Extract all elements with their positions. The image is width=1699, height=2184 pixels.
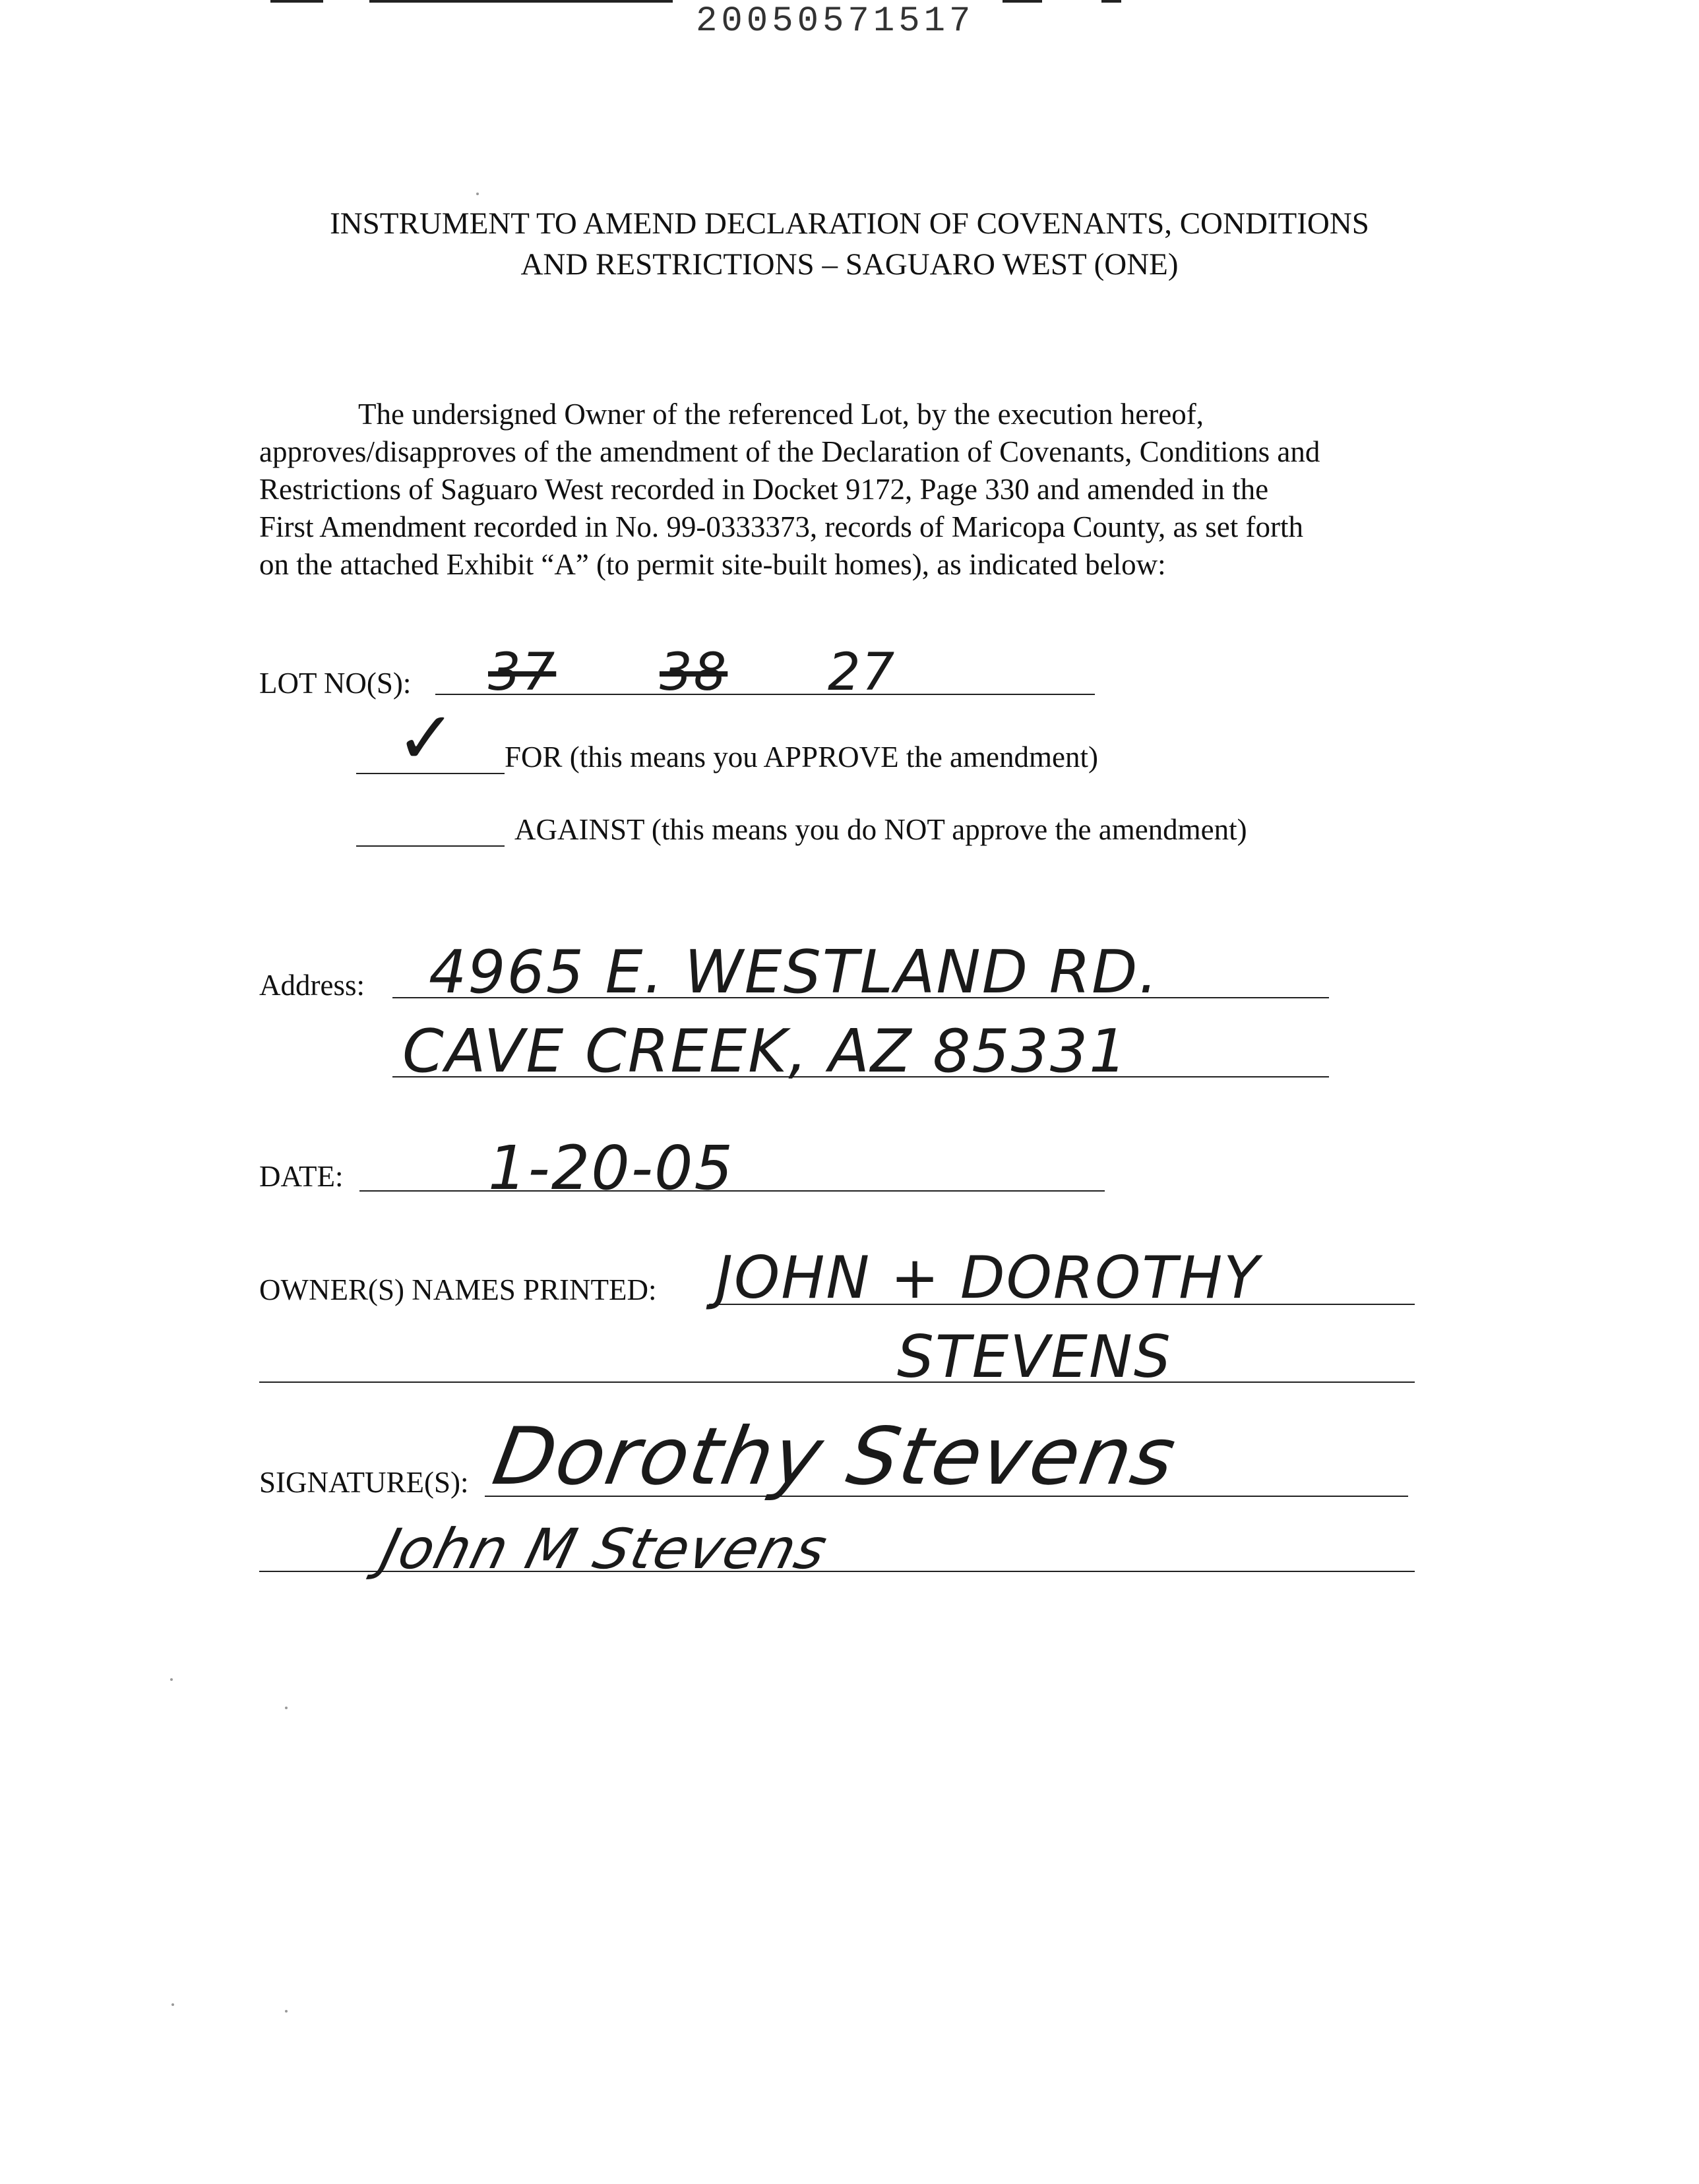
body-line: Restrictions of Saguaro West recorded in Docket 9172, Page 330 and amended in the xyxy=(259,473,1269,506)
scan-speck xyxy=(285,1707,288,1709)
signature-label: SIGNATURE(S): xyxy=(259,1466,469,1499)
lot-crossed-out-1: 37 xyxy=(488,643,557,702)
owners-line-2: STEVENS xyxy=(897,1323,1172,1391)
owners-line-1: JOHN + DOROTHY xyxy=(716,1244,1261,1312)
for-option-text: FOR (this means you APPROVE the amendment) xyxy=(505,741,1098,774)
against-blank-line xyxy=(356,845,505,847)
lot-crossed-out-2: 38 xyxy=(660,643,728,702)
top-edge-mark xyxy=(1003,0,1042,3)
date-label: DATE: xyxy=(259,1160,344,1193)
body-line: First Amendment recorded in No. 99-0333373, records of Maricopa County, as set forth xyxy=(259,510,1303,543)
scan-speck xyxy=(170,1678,173,1681)
top-edge-mark xyxy=(369,0,673,3)
owners-label: OWNER(S) NAMES PRINTED: xyxy=(259,1273,657,1306)
signature-1: Dorothy Stevens xyxy=(486,1411,1183,1503)
scan-speck xyxy=(476,193,479,195)
title-line-1: INSTRUMENT TO AMEND DECLARATION OF COVENANTS, CONDITIONS xyxy=(330,206,1369,241)
body-line: The undersigned Owner of the referenced Lot, by the execution hereof, xyxy=(358,398,1204,431)
checkmark-icon: ✓ xyxy=(396,696,457,780)
owners-line-2-rule xyxy=(259,1381,1415,1383)
top-edge-mark xyxy=(1101,0,1121,3)
date-value: 1-20-05 xyxy=(488,1133,735,1203)
scan-speck xyxy=(171,2003,174,2006)
address-line-2: CAVE CREEK, AZ 85331 xyxy=(402,1017,1128,1086)
title-line-2: AND RESTRICTIONS – SAGUARO WEST (ONE) xyxy=(520,247,1179,282)
document-number: 20050571517 xyxy=(696,1,975,42)
body-line: on the attached Exhibit “A” (to permit site-built homes), as indicated below: xyxy=(259,548,1166,581)
address-label: Address: xyxy=(259,969,365,1002)
scan-speck xyxy=(285,2010,288,2013)
signature-2: John M Stevens xyxy=(374,1517,835,1581)
body-line: approves/disapproves of the amendment of the Declaration of Covenants, Conditions and xyxy=(259,435,1320,468)
address-line-1: 4965 E. WESTLAND RD. xyxy=(429,938,1159,1007)
against-option-text: AGAINST (this means you do NOT approve the amendment) xyxy=(514,813,1247,846)
top-edge-mark xyxy=(270,0,323,3)
lot-number-value: 27 xyxy=(828,643,896,702)
body-paragraph xyxy=(259,396,1446,584)
lot-number-label: LOT NO(S): xyxy=(259,667,412,700)
